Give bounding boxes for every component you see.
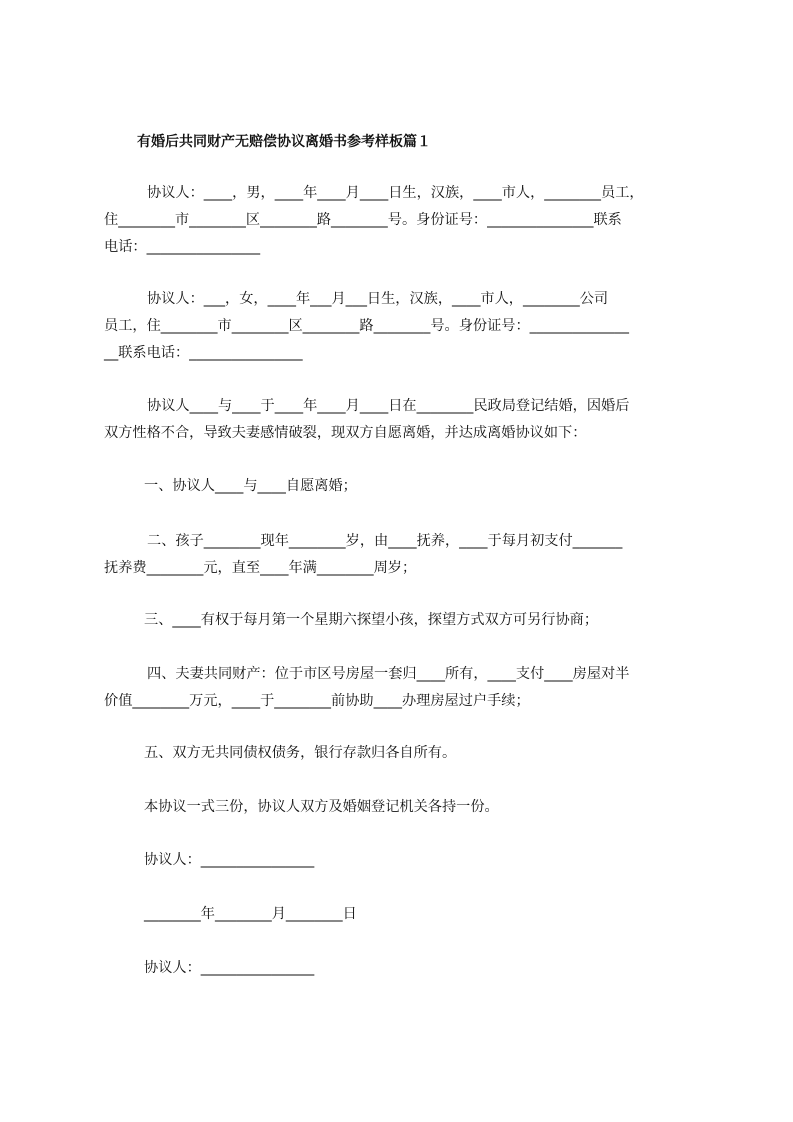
party1-paragraph [104, 180, 704, 261]
party2-paragraph [104, 286, 704, 367]
clause-4-paragraph [104, 661, 704, 715]
clause-2-line-1: 二、孩子________现年________岁，由____抚养，____于每月初支付_______ [147, 533, 623, 549]
clause-3: 三、____有权于每月第一个星期六探望小孩，探望方式双方可另行协商； [144, 612, 599, 628]
date-line: ________年________月________日 [144, 906, 357, 922]
clause-5: 五、双方无共同债权债务，银行存款归各自所有。 [144, 745, 457, 761]
party2-line-2: 员工，住________市________区________路________号。身份证号：______________ [104, 318, 629, 334]
party2-line-1: 协议人：___，女，____年___月___日生，汉族，____市人，________公司 [147, 291, 609, 307]
party1-line-2: 住________市________区________路________号。身份证号：_______________联系 [104, 212, 622, 228]
signature-line-2: 协议人：________________ [144, 960, 315, 976]
clause-2-line-2: 抚养费________元，直至____年满________周岁； [104, 560, 417, 576]
marriage-line-1: 协议人____与____于____年____月____日在________民政局登记结婚，因婚后 [147, 398, 630, 414]
party1-line-1: 协议人：____，男，____年____月____日生，汉族，____市人，________员工， [147, 185, 644, 201]
clause-1: 一、协议人____与____自愿离婚； [144, 478, 357, 494]
party1-line-3: 电话：________________ [104, 239, 261, 255]
signature-line-1: 协议人：________________ [144, 852, 315, 868]
party2-line-3: __联系电话：________________ [104, 345, 303, 361]
document-title: 有婚后共同财产无赔偿协议离婚书参考样板篇１ [137, 134, 431, 150]
marriage-line-2: 双方性格不合，导致夫妻感情破裂，现双方自愿离婚，并达成离婚协议如下： [104, 425, 587, 441]
clause-2-paragraph [104, 528, 704, 582]
clause-4-line-1: 四、夫妻共同财产：位于市区号房屋一套归____所有，____支付____房屋对半 [147, 666, 630, 682]
marriage-paragraph [104, 393, 704, 447]
clause-4-line-2: 价值________万元，____于________前协助____办理房屋过户手续； [104, 693, 530, 709]
copies-statement: 本协议一式三份，协议人双方及婚姻登记机关各持一份。 [144, 799, 499, 815]
